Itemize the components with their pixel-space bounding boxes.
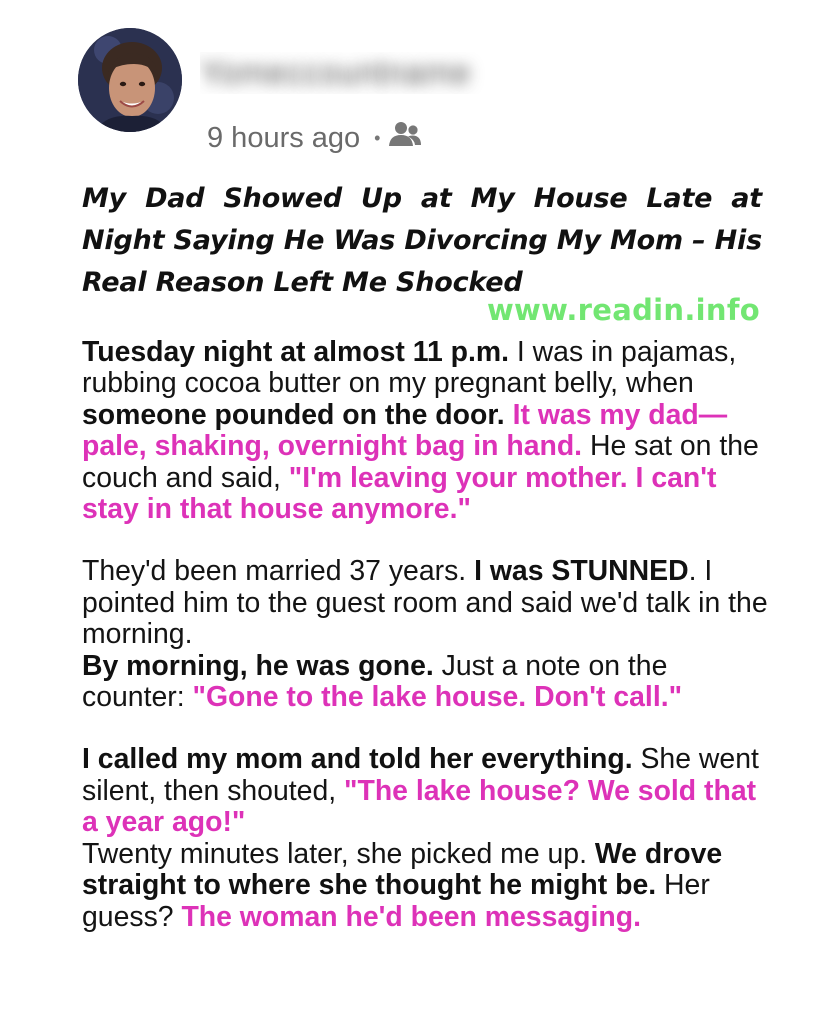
- text-plain: He sat on the couch and said,: [82, 430, 759, 494]
- text-highlight: "I'm leaving your mother. I can't stay in that house anymore.": [82, 461, 717, 526]
- watermark: www.readin.info: [486, 293, 760, 327]
- meta-separator: •: [374, 127, 381, 148]
- text-plain: I was in pajamas, rubbing cocoa butter on my pregnant belly, when: [82, 336, 737, 400]
- text-plain: Twenty minutes later, she picked me up.: [82, 837, 595, 870]
- username[interactable]: Yomeccountname: [200, 54, 471, 92]
- profile-photo-icon: [78, 28, 182, 132]
- timestamp[interactable]: 9 hours ago: [207, 121, 361, 154]
- post-header: [0, 0, 834, 170]
- text-highlight: "The lake house? We sold that a year ago!": [82, 774, 757, 839]
- text-plain: Just a note on the counter:: [82, 649, 668, 714]
- paragraph: [82, 337, 772, 525]
- text-highlight: "Gone to the lake house. Don't call.": [192, 681, 683, 714]
- post-body: [82, 337, 772, 933]
- text-plain: They'd been married 37 years.: [82, 555, 475, 588]
- paragraph: [82, 744, 772, 838]
- text-plain: [505, 399, 513, 431]
- text-bold: Tuesday night at almost 11 p.m.: [82, 336, 510, 368]
- avatar[interactable]: [78, 28, 182, 132]
- post-meta: [207, 118, 422, 158]
- text-bold: I was STUNNED: [474, 555, 689, 588]
- friends-icon[interactable]: [388, 119, 422, 157]
- text-bold: I called my mom and told her everything.: [82, 743, 633, 776]
- text-plain: . I pointed him to the guest room and said we'd talk in the morning.: [82, 555, 768, 651]
- paragraph: [82, 839, 772, 933]
- paragraph: [82, 651, 772, 714]
- text-highlight: The woman he'd been messaging.: [181, 900, 641, 933]
- post-headline: My Dad Showed Up at My House Late at Night Saying He Was Divorcing My Mom – His Real Reason Left Me Shocked: [82, 183, 762, 298]
- text-bold: someone pounded on the door.: [82, 398, 505, 431]
- text-bold: We drove straight to where she thought he might be.: [82, 837, 723, 902]
- text-bold: By morning, he was gone.: [82, 649, 434, 682]
- text-plain: Her guess?: [82, 869, 710, 933]
- paragraph: [82, 556, 772, 650]
- text-plain: She went silent, then shouted,: [82, 743, 759, 807]
- text-highlight: It was my dad—pale, shaking, overnight bag in hand.: [82, 398, 728, 463]
